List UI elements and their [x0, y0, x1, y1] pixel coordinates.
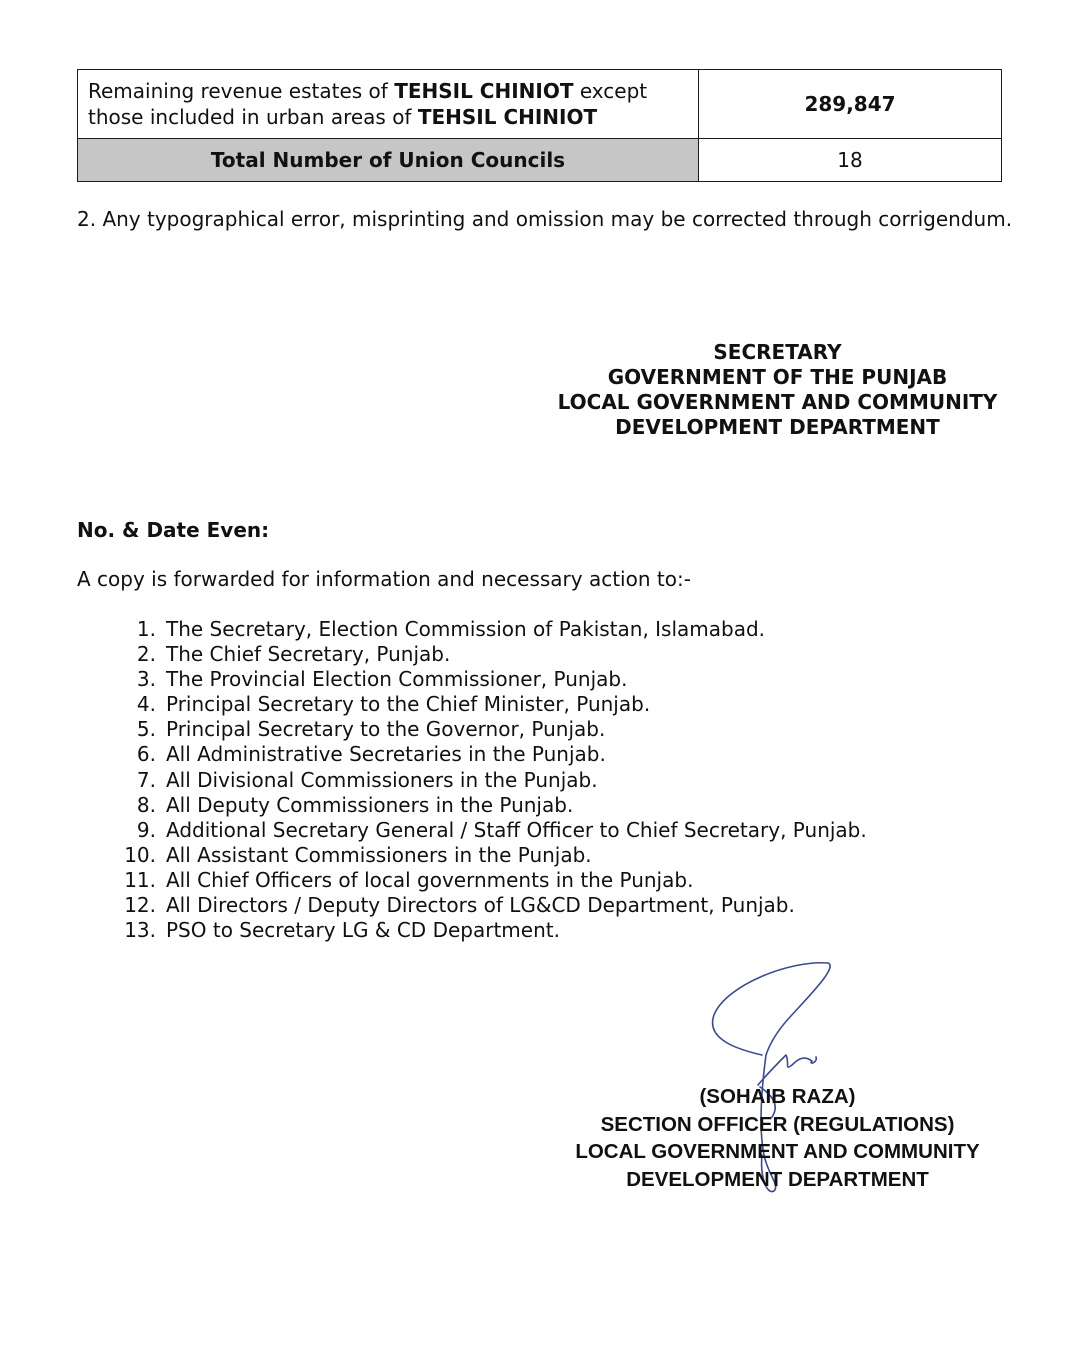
- list-item: [120, 717, 867, 742]
- corrigendum-paragraph: 2. Any typographical error, misprinting and omission may be corrected through corrigendum.: [77, 207, 1013, 231]
- list-number: 5.: [136, 717, 156, 742]
- list-item: [120, 918, 867, 943]
- table-row: [78, 70, 1002, 139]
- list-item: [120, 843, 867, 868]
- forwarding-intro: A copy is forwarded for information and necessary action to:-: [77, 567, 691, 591]
- list-item: [120, 642, 867, 667]
- list-text: All Assistant Commissioners in the Punjab.: [166, 842, 592, 867]
- table-cell-value: 289,847: [699, 70, 1002, 139]
- list-number: 6.: [136, 742, 156, 767]
- total-value-cell: 18: [699, 139, 1002, 182]
- list-number: 4.: [136, 692, 156, 717]
- signatory-line: SECTION OFFICER (REGULATIONS): [600, 1112, 955, 1136]
- signatory-line: DEVELOPMENT DEPARTMENT: [615, 415, 940, 439]
- list-number: 7.: [136, 767, 156, 792]
- list-text: The Chief Secretary, Punjab.: [166, 642, 451, 667]
- list-item: [120, 617, 867, 642]
- section-officer-signature-block: [545, 1083, 1010, 1193]
- cell-bold-text: TEHSIL CHINIOT: [394, 79, 574, 103]
- list-item: [120, 768, 867, 793]
- list-item: [120, 868, 867, 893]
- signatory-name: (SOHAIB RAZA): [699, 1085, 856, 1108]
- signature-stroke: [758, 1055, 816, 1085]
- table-total-row: [78, 139, 1002, 182]
- list-number: 13.: [124, 918, 156, 943]
- list-number: 2.: [136, 642, 156, 667]
- list-number: 10.: [124, 842, 156, 867]
- signatory-line: SECRETARY: [713, 340, 842, 364]
- cell-text: Remaining revenue estates of: [88, 79, 395, 103]
- list-item: [120, 818, 867, 843]
- list-text: The Provincial Election Commissioner, Punjab.: [166, 667, 628, 692]
- list-text: All Divisional Commissioners in the Punjab.: [166, 767, 598, 792]
- table-cell-description: [78, 70, 699, 139]
- list-text: Additional Secretary General / Staff Officer to Chief Secretary, Punjab.: [166, 817, 867, 842]
- no-date-heading: No. & Date Even:: [77, 518, 270, 542]
- secretary-signature-block: [555, 340, 1000, 440]
- list-text: All Deputy Commissioners in the Punjab.: [166, 792, 574, 817]
- list-number: 12.: [124, 893, 156, 918]
- list-item: [120, 742, 867, 767]
- list-text: All Administrative Secretaries in the Punjab.: [166, 742, 606, 767]
- list-number: 3.: [136, 667, 156, 692]
- list-item: [120, 793, 867, 818]
- list-text: All Chief Officers of local governments in the Punjab.: [166, 867, 694, 892]
- signatory-line: LOCAL GOVERNMENT AND COMMUNITY: [557, 390, 998, 414]
- list-item: [120, 667, 867, 692]
- list-number: 11.: [124, 867, 156, 892]
- list-item: [120, 692, 867, 717]
- list-text: Principal Secretary to the Chief Minister, Punjab.: [166, 692, 651, 717]
- list-number: 9.: [136, 817, 156, 842]
- signatory-line: LOCAL GOVERNMENT AND COMMUNITY: [575, 1140, 980, 1163]
- distribution-list: [120, 617, 867, 943]
- union-council-table: [77, 69, 1002, 182]
- list-text: PSO to Secretary LG & CD Department.: [166, 918, 560, 943]
- list-text: The Secretary, Election Commission of Pakistan, Islamabad.: [166, 617, 766, 641]
- list-item: [120, 893, 867, 918]
- cell-bold-text: TEHSIL CHINIOT: [417, 105, 598, 129]
- total-label-cell: Total Number of Union Councils: [78, 139, 699, 182]
- list-number: 1.: [136, 617, 156, 641]
- cell-text: those included in urban areas of: [88, 105, 418, 129]
- list-text: All Directors / Deputy Directors of LG&CD Department, Punjab.: [166, 893, 795, 918]
- signatory-line: DEVELOPMENT DEPARTMENT: [626, 1167, 929, 1191]
- signatory-line: GOVERNMENT OF THE PUNJAB: [607, 365, 948, 389]
- cell-text: except: [573, 79, 648, 103]
- list-text: Principal Secretary to the Governor, Punjab.: [166, 717, 606, 742]
- list-number: 8.: [136, 792, 156, 817]
